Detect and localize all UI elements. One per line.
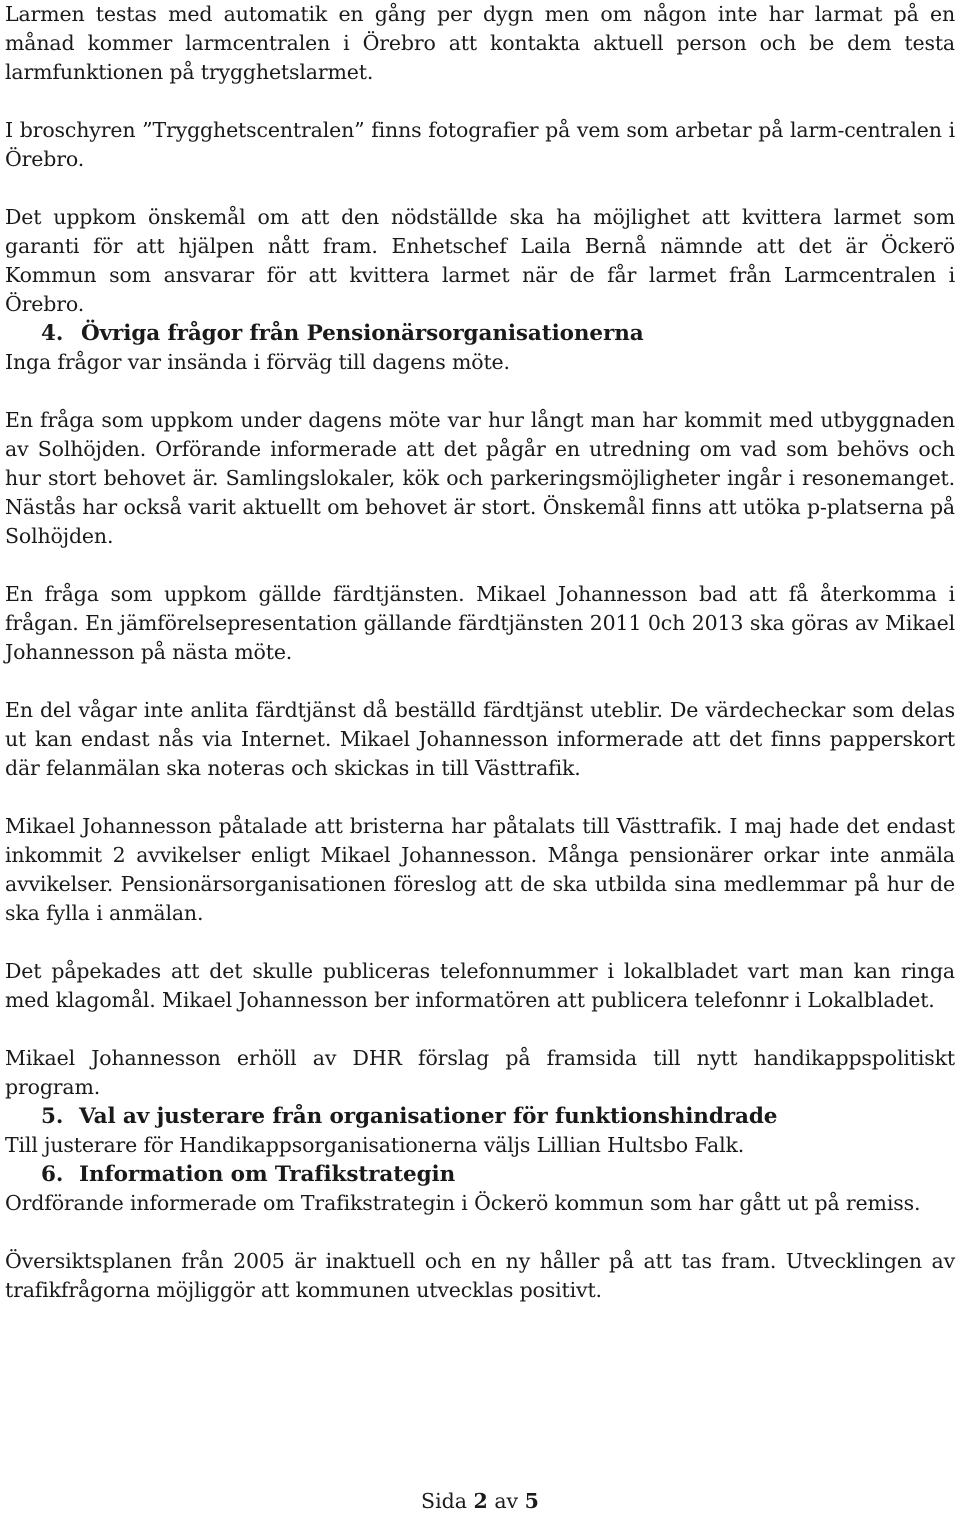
page-footer [0,1487,960,1516]
section-4-paragraph-fardtjanst: En fråga som uppkom gällde färdtjänsten. Mikael Johannesson bad att få återkomma i frågan. En jämförelsepresentation gällande färdtjänsten 2011 0ch 2013 ska göras av Mikael Johannesson på nästa möte. [5,582,955,664]
section-5-heading [5,1102,955,1131]
footer-middle: av [494,1489,519,1513]
section-4-intro: Inga frågor var insända i förväg till dagens möte. [5,350,510,374]
section-4-paragraph-lokalbladet: Det påpekades att det skulle publiceras telefonnummer i lokalbladet vart man kan ringa med klagomål. Mikael Johannesson ber informatören att publicera telefonnr i Lokalbladet. [5,959,955,1012]
footer-total-pages: 5 [524,1489,539,1513]
section-5-number: 5. [41,1104,64,1129]
document-page [5,0,955,1305]
section-4-paragraph-solhojden: En fråga som uppkom under dagens möte var hur långt man har kommit med utbyggnaden av Solhöjden. Orförande informerade att det pågår en utredning om vad som behövs och hur stort behovet är. Samlingslokaler, kök och parkeringsmöjligheter ingår i resonemanget. Nästås har också varit aktuellt om behovet är stort. Önskemål finns att utöka p-platserna på Solhöjden. [5,408,955,548]
section-6-number: 6. [41,1162,64,1187]
section-4-paragraph-dhr: Mikael Johannesson erhöll av DHR förslag på framsida till nytt handikappspolitiskt program. [5,1046,955,1099]
footer-current-page: 2 [473,1489,488,1513]
paragraph-kvittera: Det uppkom önskemål om att den nödställde ska ha möjlighet att kvittera larmet som garanti för att hjälpen nått fram. Enhetschef Laila Bernå nämnde att det är Öckerö Kommun som ansvarar för att kvittera larmet när de får larmet från Larmcentralen i Örebro. [5,205,955,316]
section-4-paragraph-avvikelser: Mikael Johannesson påtalade att bristerna har påtalats till Västtrafik. I maj hade det endast inkommit 2 avvikelser enligt Mikael Johannesson. Många pensionärer orkar inte anmäla avvikelser. Pensionärsorganisationen föreslog att de ska utbilda sina medlemmar på hur de ska fylla i anmälan. [5,814,955,925]
section-5-title: Val av justerare från organisationer för funktionshindrade [79,1104,778,1129]
paragraph-broschyr: I broschyren ”Trygghetscentralen” finns fotografier på vem som arbetar på larm-centralen i Örebro. [5,118,955,171]
section-6-paragraph-oversiktsplan: Översiktsplanen från 2005 är inaktuell och en ny håller på att tas fram. Utvecklingen av trafikfrågorna möjliggör att kommunen utvecklas positivt. [5,1249,955,1302]
section-6-paragraph-remiss: Ordförande informerade om Trafikstrategin i Öckerö kommun som har gått ut på remiss. [5,1191,921,1215]
section-4-paragraph-vardecheckar: En del vågar inte anlita färdtjänst då beställd färdtjänst uteblir. De värdecheckar som delas ut kan endast nås via Internet. Mikael Johannesson informerade att det finns papperskort där felanmälan ska noteras och skickas in till Västtrafik. [5,698,955,780]
footer-prefix: Sida [421,1489,467,1513]
section-4-title: Övriga frågor från Pensionärsorganisationerna [81,321,644,346]
paragraph-larm-test: Larmen testas med automatik en gång per dygn men om någon inte har larmat på en månad kommer larmcentralen i Örebro att kontakta aktuell person och be dem testa larmfunktionen på trygghetslarmet. [5,2,955,84]
section-4-heading [5,319,955,348]
section-4-number: 4. [41,321,64,346]
section-6-title: Information om Trafikstrategin [79,1162,456,1187]
section-6-heading [5,1160,955,1189]
section-5-text: Till justerare för Handikappsorganisationerna väljs Lillian Hultsbo Falk. [5,1133,745,1157]
